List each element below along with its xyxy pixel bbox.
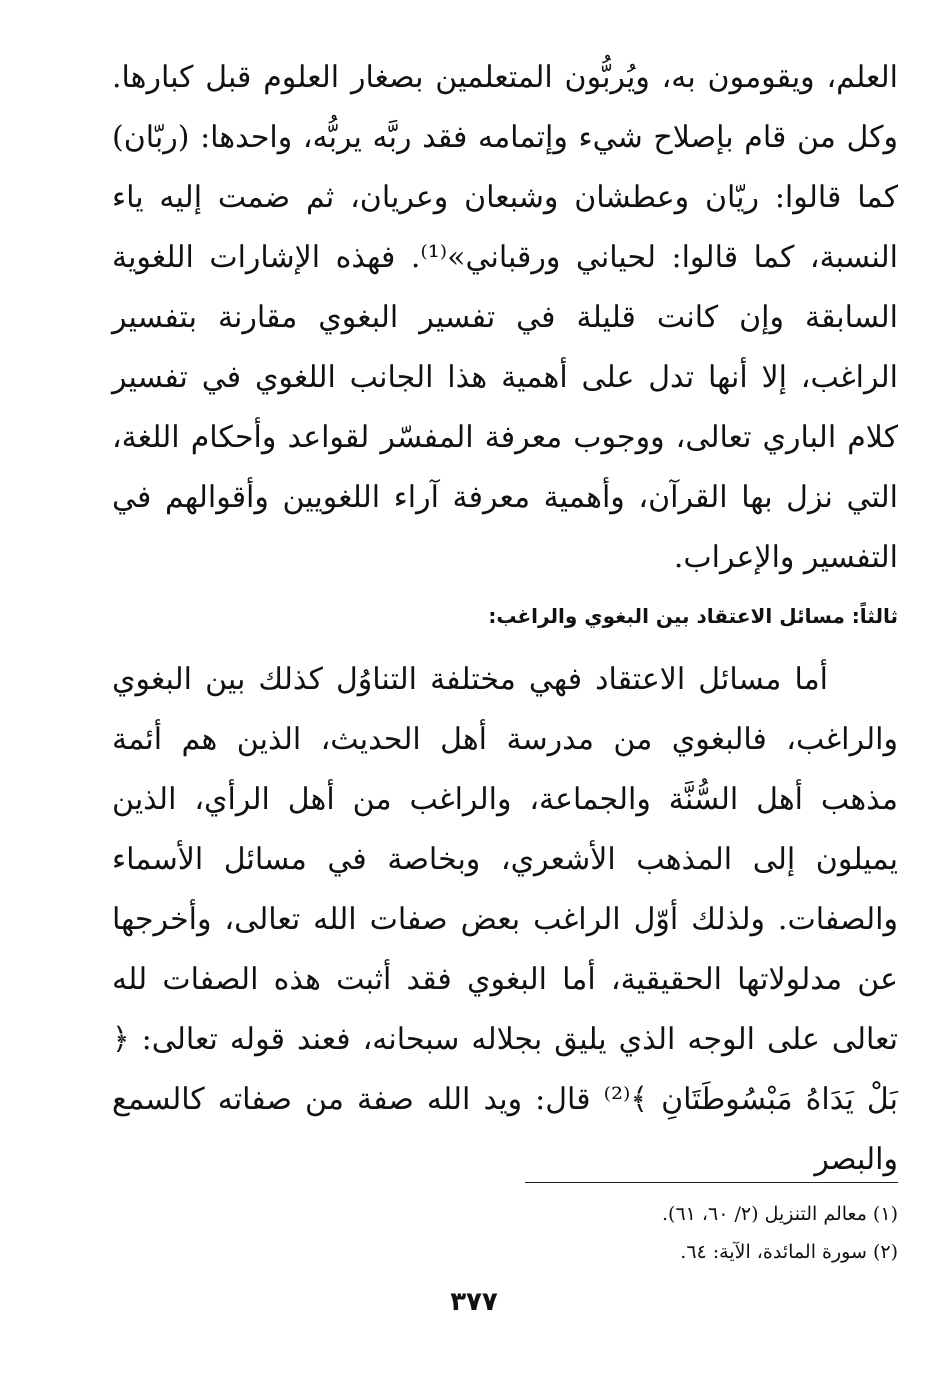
footnote-2: (٢) سورة المائدة، الآية: ٦٤. [680,1241,898,1263]
body-paragraph-creed: أما مسائل الاعتقاد فهي مختلفة التناوُل كذلك بين البغوي والراغب، فالبغوي من مدرسة أهل الحديث، الذين هم أئمة مذهب أهل السُّنَّة والجماعة، والراغب من أهل الرأي، الذين يميلون إلى المذهب الأشعري، وبخاصة في مسائل الأسماء والصفات. ولذلك أوّل الراغب بعض صفات الله تعالى، وأخرجها عن مدلولاتها الحقيقية، أما البغوي فقد أثبت هذه الصفات لله تعالى على الوجه الذي يليق بجلاله سبحانه، فعند قوله تعالى: ﴿ بَلْ يَدَاهُ مَبْسُوطَتَانِ ﴾⁽²⁾ قال: ويد الله صفة من صفاته كالسمع والبصر [112,662,899,1177]
footnotes-list [112,1195,898,1271]
footnote-1: (١) معالم التنزيل (٢/ ٦٠، ٦١). [662,1203,898,1225]
footnote-separator [525,1182,898,1183]
body-paragraph-language: العلم، ويقومون به، ويُربُّون المتعلمين بصغار العلوم قبل كبارها. وكل من قام بإصلاح شيء وإتمامه فقد ربَّه يربُّه، واحدها: (ربّان) كما قالوا: ريّان وعطشان وشبعان وعريان، ثم ضمت إليه ياء النسبة، كما قالوا: لحياني ورقباني»⁽¹⁾. فهذه الإشارات اللغوية السابقة وإن كانت قليلة في تفسير البغوي مقارنة بتفسير الراغب، إلا أنها تدل على أهمية هذا الجانب اللغوي في تفسير كلام الباري تعالى، ووجوب معرفة المفسّر لقواعد وأحكام اللغة، التي نزل بها القرآن، وأهمية معرفة آراء اللغويين وأقوالهم في التفسير والإعراب. [112,60,898,575]
section-heading-creed: ثالثاً: مسائل الاعتقاد بين البغوي والراغب: [488,604,898,628]
page-number: ٣٧٧ [450,1287,498,1317]
